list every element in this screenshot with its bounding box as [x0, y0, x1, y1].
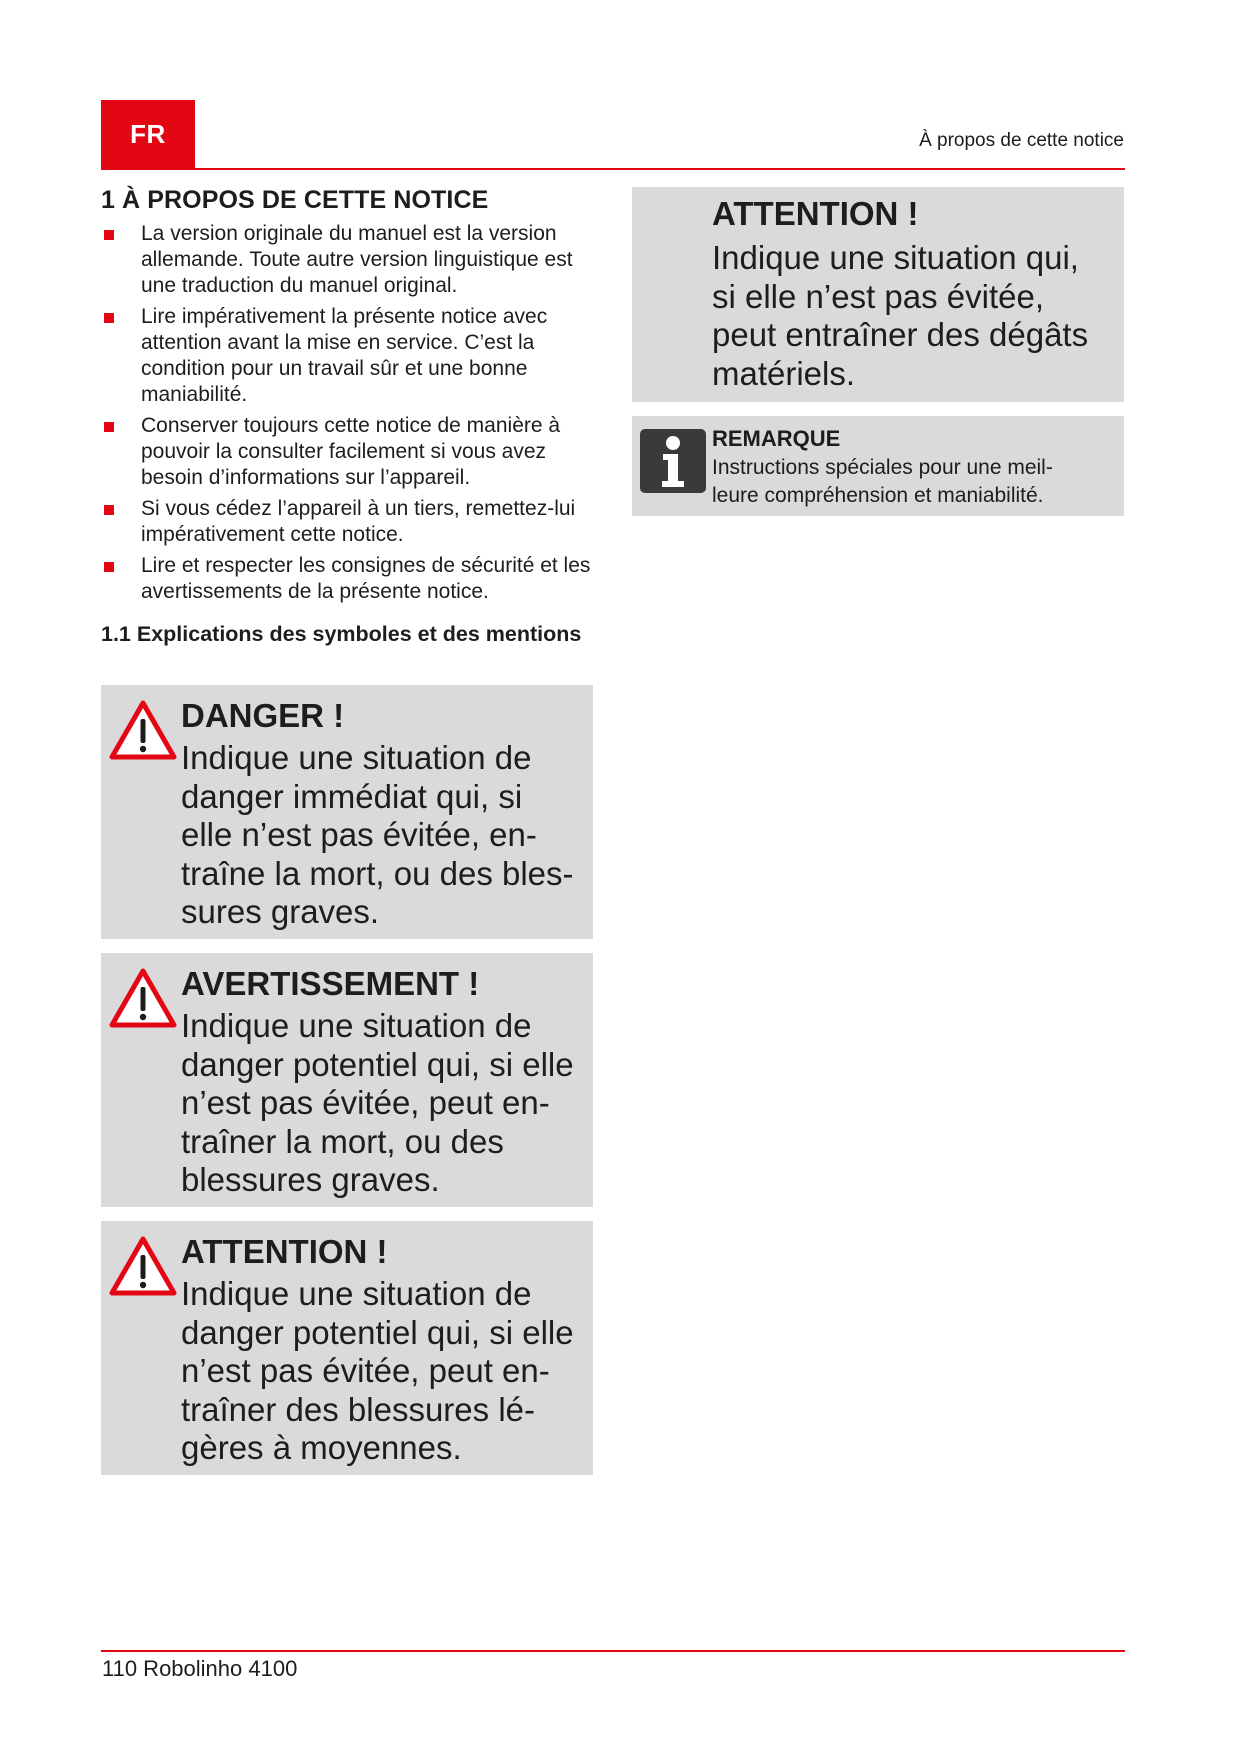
subsection-heading: 1.1 Explications des symboles et des mentions — [101, 622, 582, 646]
caution-text: Indique une situation de danger potentiel qui, si elle n’est pas évitée, peut en- traîner des blessures lé- gères à moyennes. — [181, 1275, 574, 1466]
bullet-square-icon — [104, 562, 114, 572]
warning-triangle-icon — [109, 967, 177, 1029]
danger-text: Indique une situation de danger immédiat qui, si elle n’est pas évitée, en- traîne la mort, ou des bles- sures graves. — [181, 739, 574, 930]
warning-triangle-icon — [109, 699, 177, 761]
bullet-square-icon — [104, 313, 114, 323]
bullet-text: Conserver toujours cette notice de manière à pouvoir la consulter facilement si vous avez besoin d’informations sur l’appareil. — [141, 414, 561, 489]
note-text: Instructions spéciales pour une meil- leure compréhension et maniabilité. — [712, 456, 1053, 507]
bullet-item — [101, 413, 595, 491]
section-heading: 1 À PROPOS DE CETTE NOTICE — [101, 186, 489, 214]
note-panel — [632, 416, 1124, 516]
danger-title: DANGER ! — [181, 697, 345, 734]
running-header-title: À propos de cette notice — [919, 130, 1124, 151]
bullet-text: Lire impérativement la présente notice avec attention avant la mise en service. C’est la condition pour un travail sûr et une bonne maniabilité. — [141, 305, 548, 406]
left-column — [101, 186, 595, 647]
caution-property-title: ATTENTION ! — [712, 195, 919, 232]
warning-title: AVERTISSEMENT ! — [181, 965, 480, 1002]
warning-panel — [101, 953, 593, 1207]
caution-property-text: Indique une situation qui, si elle n’est pas évitée, peut entraîner des dégâts matériels. — [712, 239, 1089, 392]
info-icon — [640, 429, 706, 493]
bullet-text: La version originale du manuel est la version allemande. Toute autre version linguistique est une traduction du manuel original. — [141, 222, 573, 297]
warning-triangle-icon — [109, 1235, 177, 1297]
bullet-item — [101, 304, 595, 408]
footer-page-label: 110 Robolinho 4100 — [102, 1656, 298, 1681]
bullet-item — [101, 496, 595, 548]
bullet-item — [101, 221, 595, 299]
note-title: REMARQUE — [712, 426, 841, 451]
caution-panel — [101, 1221, 593, 1475]
bullet-square-icon — [104, 505, 114, 515]
header-rule — [101, 168, 1125, 170]
bullet-text: Lire et respecter les consignes de sécurité et les avertissements de la présente notice. — [141, 554, 591, 603]
caution-title: ATTENTION ! — [181, 1233, 388, 1270]
language-tab: FR — [101, 100, 195, 168]
bullet-list — [101, 221, 595, 605]
bullet-square-icon — [104, 422, 114, 432]
danger-panel — [101, 685, 593, 939]
footer-rule — [101, 1650, 1125, 1652]
caution-property-panel — [632, 187, 1124, 402]
bullet-item — [101, 553, 595, 605]
warning-text: Indique une situation de danger potentiel qui, si elle n’est pas évitée, peut en- traîner la mort, ou des blessures graves. — [181, 1007, 574, 1198]
bullet-text: Si vous cédez l’appareil à un tiers, remettez-lui impérativement cette notice. — [141, 497, 576, 546]
bullet-square-icon — [104, 230, 114, 240]
